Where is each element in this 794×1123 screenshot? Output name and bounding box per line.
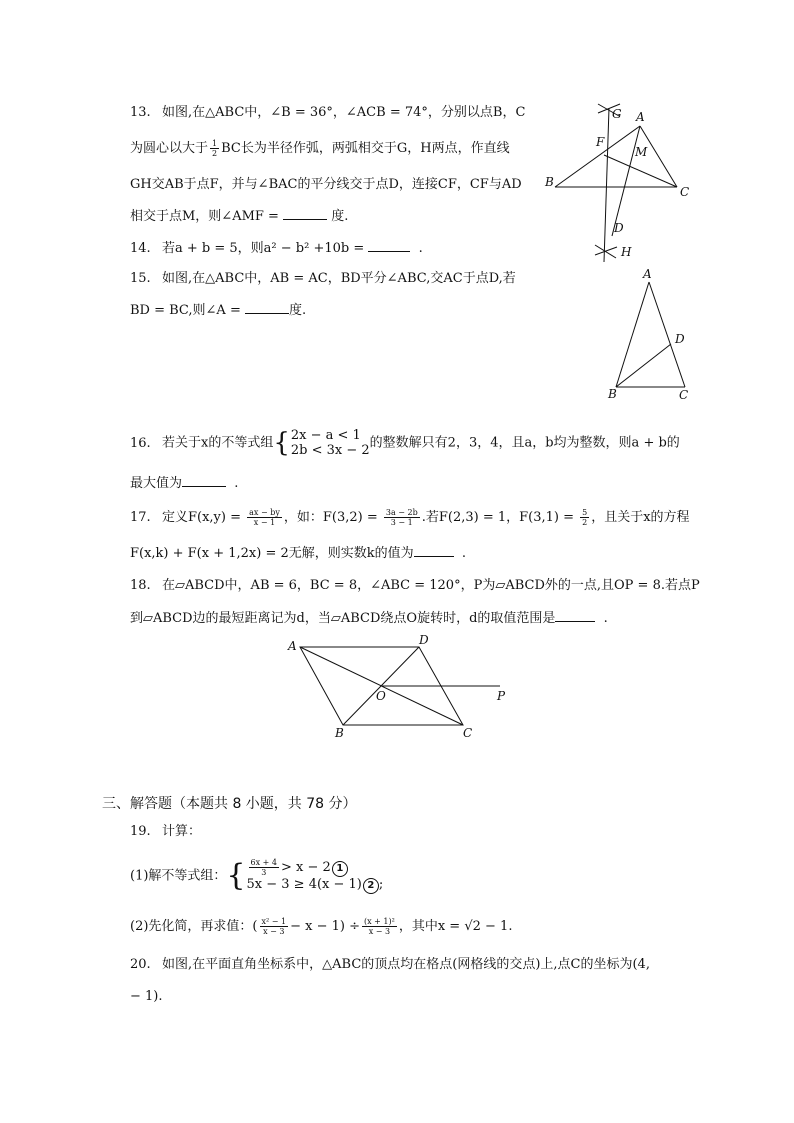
q16-number: 16. (130, 435, 151, 451)
label-A: A (636, 110, 645, 124)
q16-text-post: 的整数解只有2，3，4，且a，b均为整数，则a + b的 (369, 435, 680, 451)
q17-end: . (461, 546, 467, 561)
q14-end: . (418, 241, 423, 256)
label-A: A (643, 267, 652, 281)
q19-p2-pre: (2)先化简，再求值：( (130, 919, 258, 934)
section-heading: 三、解答题（本题共 8 小题，共 78 分） (102, 796, 357, 812)
q19-p1-pre: (1)解不等式组： (130, 868, 227, 884)
q16-text-pre: 若关于x的不等式组 (162, 435, 274, 451)
label-B: B (545, 175, 554, 189)
label-D: D (419, 633, 429, 647)
label-H: H (621, 245, 632, 259)
q17-text-a: 定义F(x,y) = (162, 510, 246, 525)
q13-text-4: 相交于点M，则∠AMF = (130, 209, 284, 224)
p2-frac2-den: x − 3 (368, 927, 391, 936)
q13-text-2b: BC长为半径作弧，两弧相交于G，H两点，作直线 (221, 141, 510, 156)
label-C: C (463, 726, 473, 740)
q19-p2-end: ，其中x = √2 − 1. (398, 919, 513, 934)
label-B: B (335, 726, 344, 740)
q20-text-1: 如图,在平面直角坐标系中，△ABC的顶点均在格点(网格线的交点)上,点C的坐标为(4, (162, 957, 650, 972)
system-row-2: 2b < 3x − 2 (290, 443, 370, 458)
label-D: D (675, 332, 685, 346)
frac1-num: ax − by (249, 508, 280, 517)
label-F: F (596, 135, 605, 149)
q18-text-2: 到▱ABCD边的最短距离记为d，当▱ABCD绕点O旋转时，d的取值范围是 (130, 611, 556, 626)
q19-number: 19. (130, 824, 151, 839)
q17-text-c: .若F(2,3) = 1，F(3,1) = (421, 510, 579, 525)
q15-end: 度. (288, 303, 307, 318)
p1-frac-num: 6x + 4 (250, 858, 277, 867)
q16-end: . (234, 476, 239, 491)
label-C: C (679, 388, 689, 402)
q20-number: 20. (130, 957, 151, 972)
q15-number: 15. (130, 271, 151, 286)
q20-line-2: − 1). (130, 989, 163, 1004)
label-M: M (635, 145, 648, 159)
q15-text-2: BD = BC,则∠A = (130, 303, 245, 318)
frac2-den: 3 − 1 (390, 518, 413, 527)
half-denominator: 2 (212, 149, 218, 158)
circled-number-1: 1 (332, 861, 348, 877)
half-numerator: 1 (212, 139, 218, 148)
brace-symbol: { (226, 858, 246, 893)
q17-text-2: F(x,k) + F(x + 1,2x) = 2无解，则实数k的值为 (130, 546, 414, 561)
q13-end: 度. (331, 209, 349, 224)
frac3-den: 2 (582, 518, 588, 527)
p2-frac1-den: x − 3 (263, 927, 285, 936)
q17-text-b: ，如：F(3,2) = (283, 510, 382, 525)
q13-number: 13. (130, 105, 151, 120)
q18-number: 18. (130, 578, 151, 593)
q15-text-1: 如图,在△ABC中，AB = AC，BD平分∠ABC,交AC于点D,若 (162, 271, 516, 286)
label-D: D (614, 221, 624, 235)
label-C: C (680, 185, 690, 199)
system-row-1: 2x − a < 1 (290, 428, 361, 443)
q19-title: 计算： (162, 824, 202, 839)
p1-frac-den: 3 (261, 868, 267, 877)
q14-text: 若a + b = 5，则a² − b² +10b = (162, 241, 369, 256)
q14-number: 14. (130, 241, 151, 256)
q16-text-2: 最大值为 (130, 476, 183, 491)
circled-number-2: 2 (363, 878, 379, 894)
q17-number: 17. (130, 510, 151, 525)
q13-line-3: GH交AB于点F，并与∠BAC的平分线交于点D，连接CF，CF与AD (130, 177, 522, 192)
p2-frac1-num: x² − 1 (261, 917, 287, 926)
frac3-num: 5 (582, 508, 588, 517)
p1-row-2-text: 5x − 3 ≥ 4(x − 1) (246, 877, 362, 892)
label-A: A (288, 639, 297, 653)
q17-text-d: ，且关于x的方程 (591, 510, 690, 525)
label-P: P (497, 689, 506, 703)
brace-symbol: { (273, 428, 290, 458)
label-B: B (608, 387, 617, 401)
p1-row-1-text: > x − 2 (281, 860, 331, 875)
label-O: O (376, 689, 386, 703)
q18-text-1: 在▱ABCD中，AB = 6，BC = 8，∠ABC = 120°，P为▱ABCD外的一点,且OP = 8.若点P (162, 578, 700, 593)
q13-text-1: 如图,在△ABC中，∠B = 36°，∠ACB = 74°，分别以点B，C (162, 105, 526, 120)
q13-text-2a: 为圆心以大于 (130, 141, 209, 156)
p1-end: ; (378, 877, 384, 892)
q19-p2-mid: − x − 1) ÷ (290, 919, 360, 934)
label-G: G (612, 107, 622, 121)
frac1-den: x − 1 (253, 518, 276, 527)
p2-frac2-num: (x + 1)² (364, 917, 395, 926)
frac2-num: 3a − 2b (385, 508, 418, 517)
q18-end: . (603, 611, 608, 626)
